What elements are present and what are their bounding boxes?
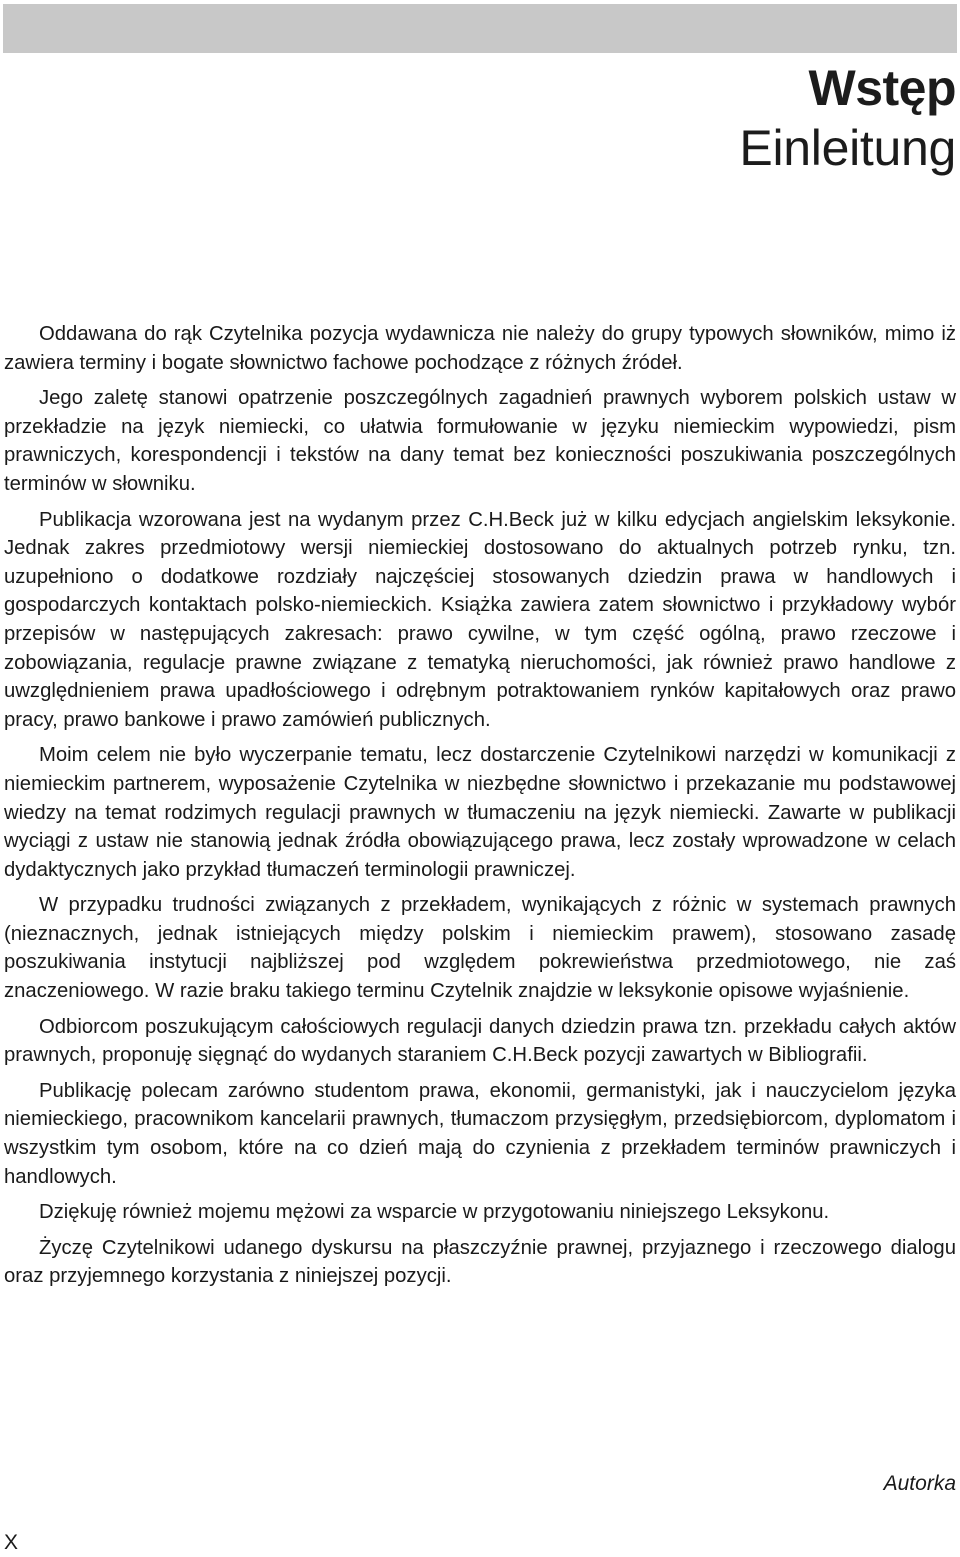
- chapter-title-polish: Wstęp: [808, 60, 956, 116]
- paragraph: Publikacja wzorowana jest na wydanym przez C.H.Beck już w kilku edycjach angielskim leksykonie. Jednak zakres przedmiotowy wersji niemieckiej dostosowano do aktualnych potrzeb rynku, tzn. uzupełniono o dodatkowe rozdziały najczęściej stosowanych dziedzin prawa w handlowych i gospodarczych kontaktach polsko-niemieckich. Książka zawiera zatem słownictwo i przykładowy wybór przepisów w następujących zakresach: prawo cywilne, w tym część ogólną, prawo rzeczowe i zobowiązania, regulacje prawne związane z tematyką nieruchomości, jak również prawo handlowe z uwzględnieniem prawa upadłościowego i odrębnym potraktowaniem rynków kapitałowych oraz prawo pracy, prawo bankowe i prawo zamówień publicznych.: [4, 508, 956, 731]
- chapter-title-german: Einleitung: [739, 120, 956, 176]
- paragraph: W przypadku trudności związanych z przekładem, wynikających z różnic w systemach prawnych (nieznacznych, jednak istniejących między polskim i niemieckim prawem), stosowano zasadę poszukiwania instytucji najbliższej pod względem pokrewieństwa przedmiotowego, nie zaś znaczeniowego. W razie braku takiego terminu Czytelnik znajdzie w leksykonie opisowe wyjaśnienie.: [4, 894, 956, 1003]
- chapter-heading: [739, 58, 956, 178]
- header-band: [3, 4, 957, 53]
- paragraph: Życzę Czytelnikowi udanego dyskursu na płaszczyźnie prawnej, przyjaznego i rzeczowego dialogu oraz przyjemnego korzystania z niniejszej pozycji.: [4, 1236, 956, 1288]
- paragraph: Odbiorcom poszukującym całościowych regulacji danych dziedzin prawa tzn. przekładu całych aktów prawnych, proponuję sięgnąć do wydanych staraniem C.H.Beck pozycji zawartych w Bibliografii.: [4, 1015, 956, 1067]
- paragraph: Dziękuję również mojemu mężowi za wsparcie w przygotowaniu niniejszego Leksykonu.: [39, 1201, 830, 1224]
- paragraph: Oddawana do rąk Czytelnika pozycja wydawnicza nie należy do grupy typowych słowników, mimo iż zawiera terminy i bogate słownictwo fachowe pochodzące z różnych źródeł.: [4, 323, 956, 374]
- introduction-body: [4, 320, 956, 1298]
- author-signature: Autorka: [883, 1472, 956, 1495]
- paragraph: Moim celem nie było wyczerpanie tematu, lecz dostarczenie Czytelnikowi narzędzi w komunikacji z niemieckim partnerem, wyposażenie Czytelnika w niezbędne słownictwo i przekazanie mu podstawowej wiedzy na temat rodzimych regulacji prawnych w tłumaczeniu na język niemiecki. Zawarte w publikacji wyciągi z ustaw nie stanowią jednak źródła obowiązującego prawa, lecz zostały wprowadzone w celach dydaktycznych jako przykład tłumaczeń terminologii prawniczej.: [4, 744, 956, 881]
- paragraph: Jego zaletę stanowi opatrzenie poszczególnych zagadnień prawnych wyborem polskich ustaw w przekładzie na język niemiecki, co ułatwia formułowanie w języku niemieckim wypowiedzi, pism prawniczych, korespondencji i tekstów na dany temat bez konieczności poszukiwania poszczególnych terminów w słowniku.: [4, 387, 956, 495]
- page-number: X: [4, 1531, 19, 1554]
- paragraph: Publikację polecam zarówno studentom prawa, ekonomii, germanistyki, jak i nauczycielom języka niemieckiego, pracownikom kancelarii prawnych, tłumaczom przysięgłym, przedsiębiorcom, dyplomatom i wszystkim tym osobom, które na co dzień mają do czynienia z przekładem terminów prawniczych i handlowych.: [4, 1079, 956, 1188]
